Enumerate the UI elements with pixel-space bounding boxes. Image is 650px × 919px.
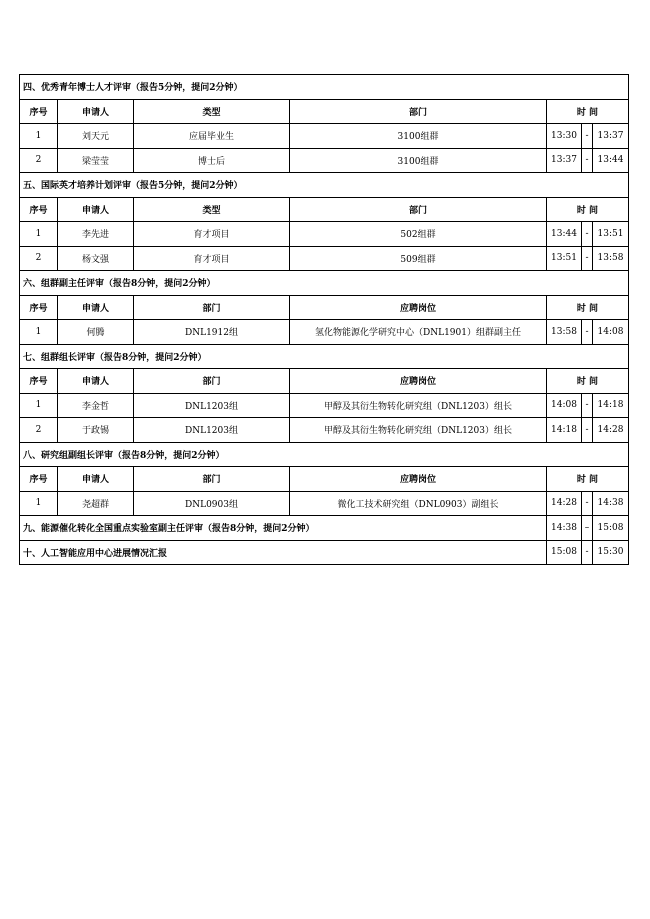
row-no: 2 <box>20 418 58 443</box>
column-header-row <box>20 295 629 320</box>
row-start-time: 13:30 <box>547 124 582 149</box>
row-no: 1 <box>20 393 58 418</box>
row-start-time: 14:28 <box>547 491 582 516</box>
footer-end-time: 15:30 <box>593 540 629 565</box>
row-start-time: 13:58 <box>547 320 582 345</box>
section-title: 五、国际英才培养计划评审（报告5分钟，提问2分钟） <box>20 173 629 198</box>
header-col3: 部门 <box>134 467 290 492</box>
row-applicant: 杨文强 <box>58 246 134 271</box>
footer-title: 十、人工智能应用中心进展情况汇报 <box>20 540 547 565</box>
header-no: 序号 <box>20 197 58 222</box>
row-start-time: 13:44 <box>547 222 582 247</box>
footer-end-time: 15:08 <box>593 516 629 541</box>
footer-time-separator: - <box>582 540 593 565</box>
header-col3: 类型 <box>134 197 290 222</box>
header-time: 时 间 <box>547 99 629 124</box>
column-header-row <box>20 467 629 492</box>
header-col4: 部门 <box>290 99 547 124</box>
row-col4: 微化工技术研究组（DNL0903）副组长 <box>290 491 547 516</box>
column-header-row <box>20 197 629 222</box>
row-end-time: 13:37 <box>593 124 629 149</box>
row-col3: DNL1912组 <box>134 320 290 345</box>
row-time-separator: - <box>582 320 593 345</box>
header-time: 时 间 <box>547 369 629 394</box>
row-time-separator: - <box>582 418 593 443</box>
header-time: 时 间 <box>547 295 629 320</box>
row-applicant: 尧超群 <box>58 491 134 516</box>
column-header-row <box>20 369 629 394</box>
row-no: 2 <box>20 246 58 271</box>
header-time: 时 间 <box>547 197 629 222</box>
row-end-time: 13:51 <box>593 222 629 247</box>
header-applicant: 申请人 <box>58 295 134 320</box>
header-col4: 应聘岗位 <box>290 295 547 320</box>
header-no: 序号 <box>20 99 58 124</box>
row-applicant: 何腾 <box>58 320 134 345</box>
header-time: 时 间 <box>547 467 629 492</box>
section-title-row <box>20 344 629 369</box>
section-title-row <box>20 75 629 100</box>
row-col3: DNL1203组 <box>134 393 290 418</box>
row-col4: 甲醇及其衍生物转化研究组（DNL1203）组长 <box>290 418 547 443</box>
row-col4: 509组群 <box>290 246 547 271</box>
row-col3: 应届毕业生 <box>134 124 290 149</box>
row-col4: 甲醇及其衍生物转化研究组（DNL1203）组长 <box>290 393 547 418</box>
row-col4: 氢化物能源化学研究中心（DNL1901）组群副主任 <box>290 320 547 345</box>
row-start-time: 13:51 <box>547 246 582 271</box>
header-col3: 类型 <box>134 99 290 124</box>
header-col4: 部门 <box>290 197 547 222</box>
section-title-row <box>20 271 629 296</box>
row-end-time: 13:44 <box>593 148 629 173</box>
row-no: 1 <box>20 124 58 149</box>
section-title: 四、优秀青年博士人才评审（报告5分钟，提问2分钟） <box>20 75 629 100</box>
footer-time-separator: – <box>582 516 593 541</box>
row-time-separator: - <box>582 393 593 418</box>
row-time-separator: - <box>582 246 593 271</box>
table-row <box>20 148 629 173</box>
row-col4: 3100组群 <box>290 124 547 149</box>
row-end-time: 14:08 <box>593 320 629 345</box>
header-no: 序号 <box>20 295 58 320</box>
table-row <box>20 393 629 418</box>
footer-title: 九、能源催化转化全国重点实验室副主任评审（报告8分钟，提问2分钟） <box>20 516 547 541</box>
row-time-separator: - <box>582 124 593 149</box>
row-col4: 502组群 <box>290 222 547 247</box>
footer-row <box>20 540 629 565</box>
row-no: 1 <box>20 222 58 247</box>
row-col4: 3100组群 <box>290 148 547 173</box>
row-no: 1 <box>20 320 58 345</box>
header-no: 序号 <box>20 467 58 492</box>
row-col3: DNL1203组 <box>134 418 290 443</box>
table-row <box>20 491 629 516</box>
header-applicant: 申请人 <box>58 197 134 222</box>
row-end-time: 14:18 <box>593 393 629 418</box>
section-title: 八、研究组副组长评审（报告8分钟，提问2分钟） <box>20 442 629 467</box>
column-header-row <box>20 99 629 124</box>
row-end-time: 13:58 <box>593 246 629 271</box>
header-no: 序号 <box>20 369 58 394</box>
row-no: 1 <box>20 491 58 516</box>
row-no: 2 <box>20 148 58 173</box>
row-col3: DNL0903组 <box>134 491 290 516</box>
row-col3: 育才项目 <box>134 246 290 271</box>
footer-start-time: 15:08 <box>547 540 582 565</box>
row-time-separator: - <box>582 491 593 516</box>
table-row <box>20 418 629 443</box>
header-col3: 部门 <box>134 295 290 320</box>
section-title-row <box>20 173 629 198</box>
row-start-time: 14:18 <box>547 418 582 443</box>
row-col3: 育才项目 <box>134 222 290 247</box>
table-row <box>20 320 629 345</box>
row-end-time: 14:38 <box>593 491 629 516</box>
header-applicant: 申请人 <box>58 369 134 394</box>
row-applicant: 李先进 <box>58 222 134 247</box>
header-col4: 应聘岗位 <box>290 467 547 492</box>
header-applicant: 申请人 <box>58 467 134 492</box>
row-applicant: 李金哲 <box>58 393 134 418</box>
agenda-table <box>19 74 629 565</box>
header-col4: 应聘岗位 <box>290 369 547 394</box>
row-end-time: 14:28 <box>593 418 629 443</box>
row-start-time: 13:37 <box>547 148 582 173</box>
row-col3: 博士后 <box>134 148 290 173</box>
table-row <box>20 246 629 271</box>
header-applicant: 申请人 <box>58 99 134 124</box>
section-title: 七、组群组长评审（报告8分钟，提问2分钟） <box>20 344 629 369</box>
row-applicant: 于政锡 <box>58 418 134 443</box>
row-time-separator: - <box>582 222 593 247</box>
footer-row <box>20 516 629 541</box>
table-row <box>20 222 629 247</box>
footer-start-time: 14:38 <box>547 516 582 541</box>
section-title: 六、组群副主任评审（报告8分钟，提问2分钟） <box>20 271 629 296</box>
row-time-separator: - <box>582 148 593 173</box>
header-col3: 部门 <box>134 369 290 394</box>
row-applicant: 梁莹莹 <box>58 148 134 173</box>
section-title-row <box>20 442 629 467</box>
table-row <box>20 124 629 149</box>
row-start-time: 14:08 <box>547 393 582 418</box>
row-applicant: 刘天元 <box>58 124 134 149</box>
